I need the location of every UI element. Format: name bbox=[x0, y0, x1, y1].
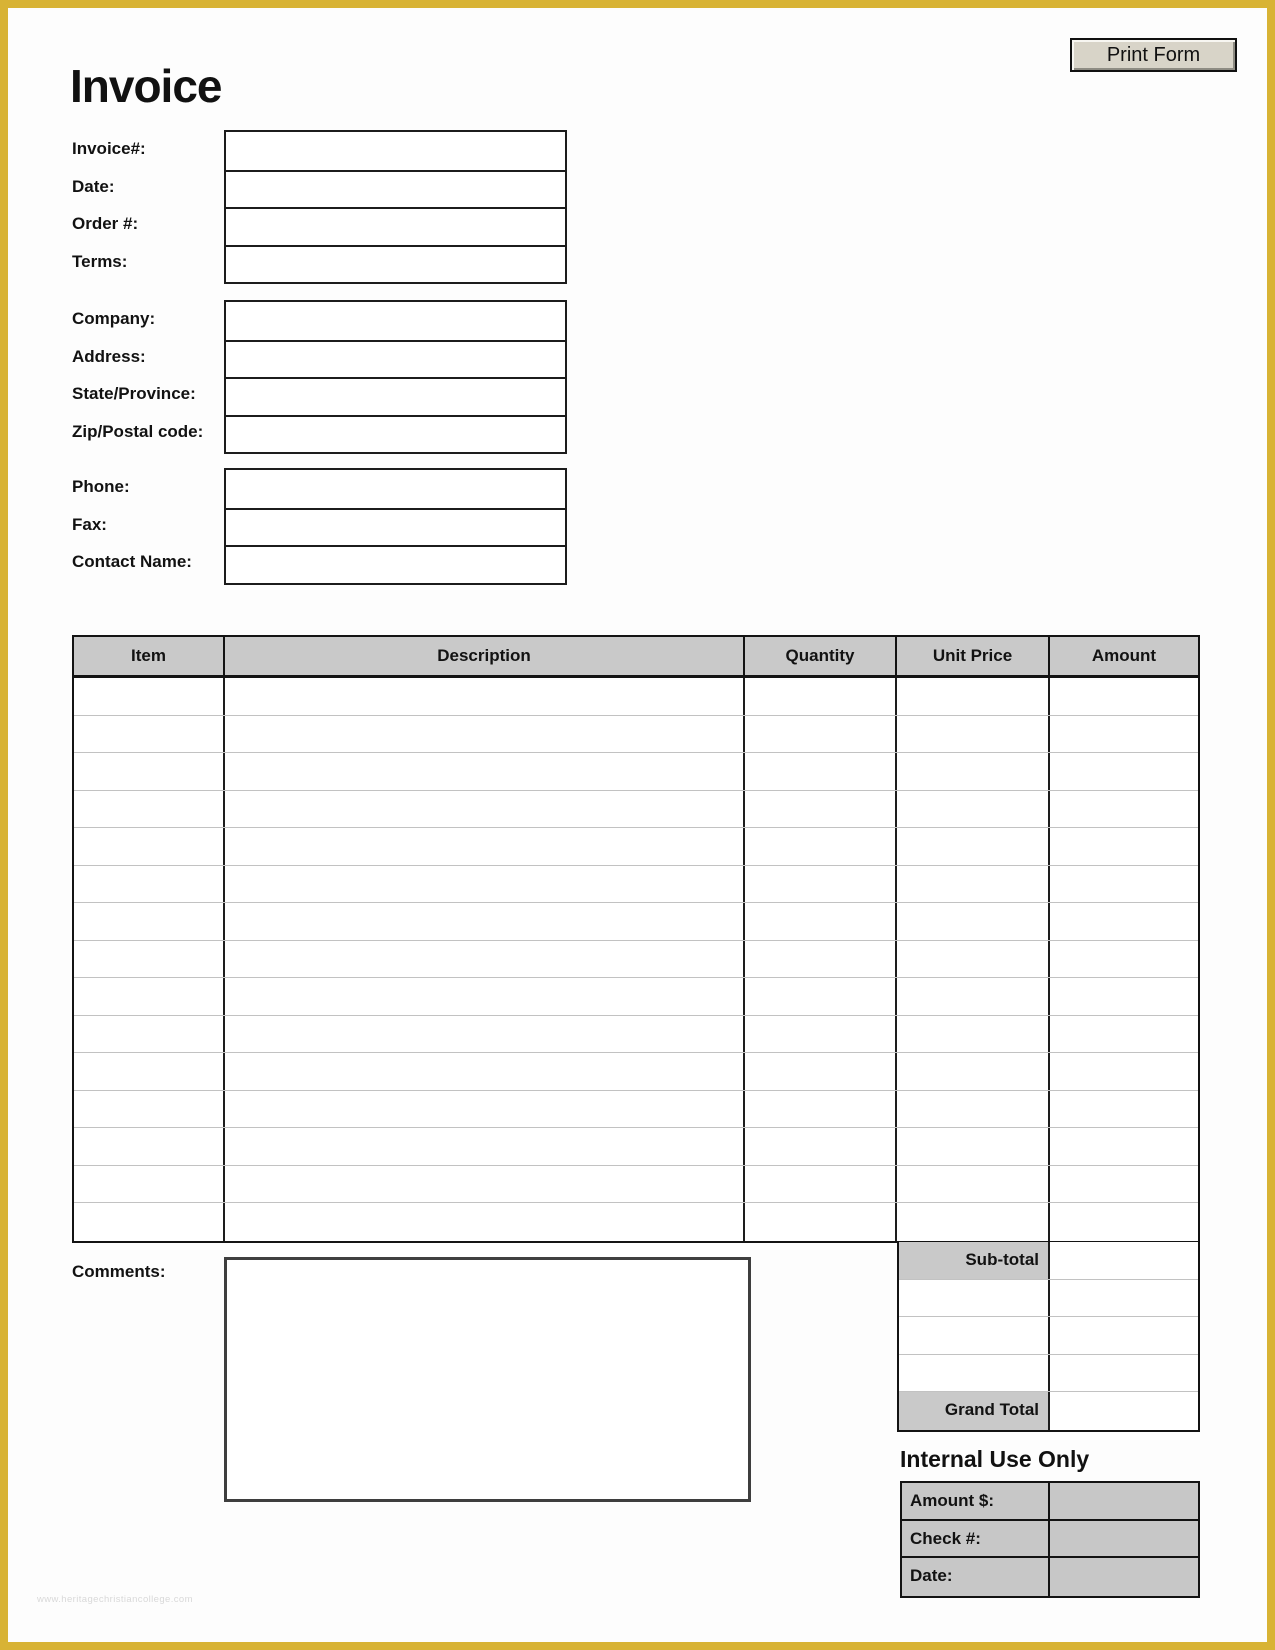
cell-unit-price[interactable] bbox=[897, 1203, 1050, 1241]
subtotal-label: Sub-total bbox=[899, 1242, 1050, 1279]
cell-amount[interactable] bbox=[1050, 1128, 1198, 1165]
cell-amount[interactable] bbox=[1050, 791, 1198, 828]
subtotal-row bbox=[899, 1242, 1198, 1280]
cell-unit-price[interactable] bbox=[897, 903, 1050, 940]
order-number-field[interactable] bbox=[226, 207, 565, 245]
table-row bbox=[74, 828, 1198, 866]
column-header-amount: Amount bbox=[1091, 646, 1157, 665]
grand-total-label: Grand Total bbox=[899, 1392, 1050, 1430]
cell-unit-price[interactable] bbox=[897, 941, 1050, 978]
cell-description[interactable] bbox=[225, 678, 745, 715]
cell-amount[interactable] bbox=[1050, 978, 1198, 1015]
cell-description[interactable] bbox=[225, 716, 745, 753]
cell-quantity[interactable] bbox=[745, 1166, 897, 1203]
grand-total-value-cell[interactable] bbox=[1050, 1392, 1198, 1430]
field-group-invoice-meta bbox=[224, 130, 567, 284]
column-header-item: Item bbox=[74, 637, 225, 675]
internal-amount-field[interactable] bbox=[1050, 1483, 1198, 1519]
cell-amount[interactable] bbox=[1050, 866, 1198, 903]
table-row bbox=[74, 1128, 1198, 1166]
table-row bbox=[74, 791, 1198, 829]
table-row bbox=[74, 1091, 1198, 1129]
cell-unit-price[interactable] bbox=[897, 1053, 1050, 1090]
totals-blank-row bbox=[899, 1317, 1198, 1355]
totals-blank-value-cell[interactable] bbox=[1050, 1280, 1198, 1317]
totals-blank-label-cell[interactable] bbox=[899, 1317, 1050, 1354]
company-field[interactable] bbox=[226, 302, 565, 340]
internal-date-field[interactable] bbox=[1050, 1558, 1198, 1596]
cell-item[interactable] bbox=[74, 1091, 225, 1128]
cell-amount[interactable] bbox=[1050, 716, 1198, 753]
table-row bbox=[74, 978, 1198, 1016]
table-row bbox=[74, 1016, 1198, 1054]
date-field[interactable] bbox=[226, 170, 565, 208]
address-label: Address: bbox=[72, 346, 146, 366]
cell-description[interactable] bbox=[225, 791, 745, 828]
fax-label: Fax: bbox=[72, 514, 107, 534]
cell-quantity[interactable] bbox=[745, 791, 897, 828]
cell-item[interactable] bbox=[74, 1166, 225, 1203]
cell-item[interactable] bbox=[74, 1128, 225, 1165]
address-field[interactable] bbox=[226, 340, 565, 378]
internal-check-label: Check #: bbox=[902, 1521, 1050, 1557]
cell-quantity[interactable] bbox=[745, 1091, 897, 1128]
cell-item[interactable] bbox=[74, 978, 225, 1015]
cell-quantity[interactable] bbox=[745, 753, 897, 790]
comments-label: Comments: bbox=[72, 1262, 166, 1281]
state-province-label: State/Province: bbox=[72, 384, 196, 403]
totals-section bbox=[897, 1242, 1200, 1432]
cell-unit-price[interactable] bbox=[897, 791, 1050, 828]
cell-item[interactable] bbox=[74, 903, 225, 940]
internal-use-heading: Internal Use Only bbox=[900, 1446, 1090, 1472]
items-table-header bbox=[74, 637, 1198, 678]
zip-postal-code-label: Zip/Postal code: bbox=[72, 421, 204, 441]
totals-blank-value-cell[interactable] bbox=[1050, 1355, 1198, 1392]
cell-amount[interactable] bbox=[1050, 1203, 1198, 1241]
invoice-number-field[interactable] bbox=[226, 132, 565, 170]
cell-unit-price[interactable] bbox=[897, 1128, 1050, 1165]
phone-field[interactable] bbox=[226, 470, 565, 508]
page-title: Invoice bbox=[70, 60, 222, 112]
date-label: Date: bbox=[72, 176, 115, 196]
cell-description[interactable] bbox=[225, 1203, 745, 1241]
state-province-field[interactable] bbox=[226, 377, 565, 415]
cell-unit-price[interactable] bbox=[897, 716, 1050, 753]
table-row bbox=[74, 1166, 1198, 1204]
cell-item[interactable] bbox=[74, 753, 225, 790]
totals-blank-label-cell[interactable] bbox=[899, 1280, 1050, 1317]
table-row bbox=[74, 941, 1198, 979]
column-header-description: Description bbox=[225, 637, 745, 675]
cell-description[interactable] bbox=[225, 828, 745, 865]
internal-amount-label: Amount $: bbox=[902, 1483, 1050, 1519]
field-group-company bbox=[224, 300, 567, 454]
cell-unit-price[interactable] bbox=[897, 1016, 1050, 1053]
totals-blank-label-cell[interactable] bbox=[899, 1355, 1050, 1392]
cell-unit-price[interactable] bbox=[897, 866, 1050, 903]
cell-quantity[interactable] bbox=[745, 941, 897, 978]
cell-item[interactable] bbox=[74, 791, 225, 828]
contact-name-label: Contact Name: bbox=[72, 552, 192, 571]
cell-amount[interactable] bbox=[1050, 1091, 1198, 1128]
cell-description[interactable] bbox=[225, 866, 745, 903]
cell-amount[interactable] bbox=[1050, 828, 1198, 865]
cell-item[interactable] bbox=[74, 1053, 225, 1090]
cell-quantity[interactable] bbox=[745, 828, 897, 865]
invoice-number-label: Invoice#: bbox=[72, 139, 146, 158]
internal-amount-row bbox=[902, 1483, 1198, 1521]
cell-description[interactable] bbox=[225, 1128, 745, 1165]
table-row bbox=[74, 678, 1198, 716]
cell-unit-price[interactable] bbox=[897, 753, 1050, 790]
cell-amount[interactable] bbox=[1050, 753, 1198, 790]
cell-description[interactable] bbox=[225, 753, 745, 790]
internal-date-row bbox=[902, 1558, 1198, 1596]
totals-blank-row bbox=[899, 1280, 1198, 1318]
totals-blank-value-cell[interactable] bbox=[1050, 1317, 1198, 1354]
cell-amount[interactable] bbox=[1050, 678, 1198, 715]
cell-quantity[interactable] bbox=[745, 1016, 897, 1053]
items-table bbox=[72, 635, 1200, 1243]
totals-blank-row bbox=[899, 1355, 1198, 1393]
internal-check-row bbox=[902, 1521, 1198, 1559]
cell-quantity[interactable] bbox=[745, 1203, 897, 1241]
cell-amount[interactable] bbox=[1050, 1166, 1198, 1203]
cell-quantity[interactable] bbox=[745, 903, 897, 940]
cell-item[interactable] bbox=[74, 866, 225, 903]
cell-amount[interactable] bbox=[1050, 941, 1198, 978]
watermark-text: www.heritagechristiancollege.com bbox=[37, 1594, 193, 1605]
contact-name-field[interactable] bbox=[226, 545, 565, 583]
zip-postal-code-field[interactable] bbox=[226, 415, 565, 453]
cell-quantity[interactable] bbox=[745, 678, 897, 715]
company-label: Company: bbox=[72, 309, 156, 328]
cell-item[interactable] bbox=[74, 1203, 225, 1241]
phone-label: Phone: bbox=[72, 477, 130, 496]
subtotal-value-cell[interactable] bbox=[1050, 1242, 1198, 1279]
cell-amount[interactable] bbox=[1050, 1053, 1198, 1090]
cell-item[interactable] bbox=[74, 1016, 225, 1053]
table-row bbox=[74, 1203, 1198, 1241]
cell-description[interactable] bbox=[225, 978, 745, 1015]
cell-description[interactable] bbox=[225, 903, 745, 940]
grand-total-row bbox=[899, 1392, 1198, 1430]
column-header-quantity: Quantity bbox=[745, 637, 897, 675]
cell-description[interactable] bbox=[225, 1091, 745, 1128]
table-row bbox=[74, 716, 1198, 754]
column-header-unit-price: Unit Price bbox=[897, 637, 1050, 675]
fax-field[interactable] bbox=[226, 508, 565, 546]
field-group-contact bbox=[224, 468, 567, 585]
table-row bbox=[74, 866, 1198, 904]
cell-unit-price[interactable] bbox=[897, 1166, 1050, 1203]
internal-check-field[interactable] bbox=[1050, 1521, 1198, 1557]
cell-quantity[interactable] bbox=[745, 978, 897, 1015]
cell-unit-price[interactable] bbox=[897, 978, 1050, 1015]
cell-quantity[interactable] bbox=[745, 1053, 897, 1090]
cell-description[interactable] bbox=[225, 1166, 745, 1203]
cell-item[interactable] bbox=[74, 678, 225, 715]
cell-unit-price[interactable] bbox=[897, 1091, 1050, 1128]
internal-date-label: Date: bbox=[902, 1558, 1050, 1596]
cell-amount[interactable] bbox=[1050, 1016, 1198, 1053]
cell-quantity[interactable] bbox=[745, 716, 897, 753]
cell-unit-price[interactable] bbox=[897, 678, 1050, 715]
items-table-body bbox=[74, 678, 1198, 1241]
cell-description[interactable] bbox=[225, 1053, 745, 1090]
print-form-button[interactable]: Print Form bbox=[1070, 38, 1237, 72]
cell-unit-price[interactable] bbox=[897, 828, 1050, 865]
table-row bbox=[74, 753, 1198, 791]
table-row bbox=[74, 1053, 1198, 1091]
comments-field[interactable] bbox=[224, 1257, 751, 1502]
cell-quantity[interactable] bbox=[745, 1128, 897, 1165]
table-row bbox=[74, 903, 1198, 941]
terms-field[interactable] bbox=[226, 245, 565, 283]
internal-use-table bbox=[900, 1481, 1200, 1598]
cell-description[interactable] bbox=[225, 1016, 745, 1053]
cell-item[interactable] bbox=[74, 941, 225, 978]
cell-item[interactable] bbox=[74, 716, 225, 753]
cell-amount[interactable] bbox=[1050, 903, 1198, 940]
order-number-label: Order #: bbox=[72, 214, 139, 233]
cell-description[interactable] bbox=[225, 941, 745, 978]
cell-quantity[interactable] bbox=[745, 866, 897, 903]
terms-label: Terms: bbox=[72, 251, 128, 271]
cell-item[interactable] bbox=[74, 828, 225, 865]
